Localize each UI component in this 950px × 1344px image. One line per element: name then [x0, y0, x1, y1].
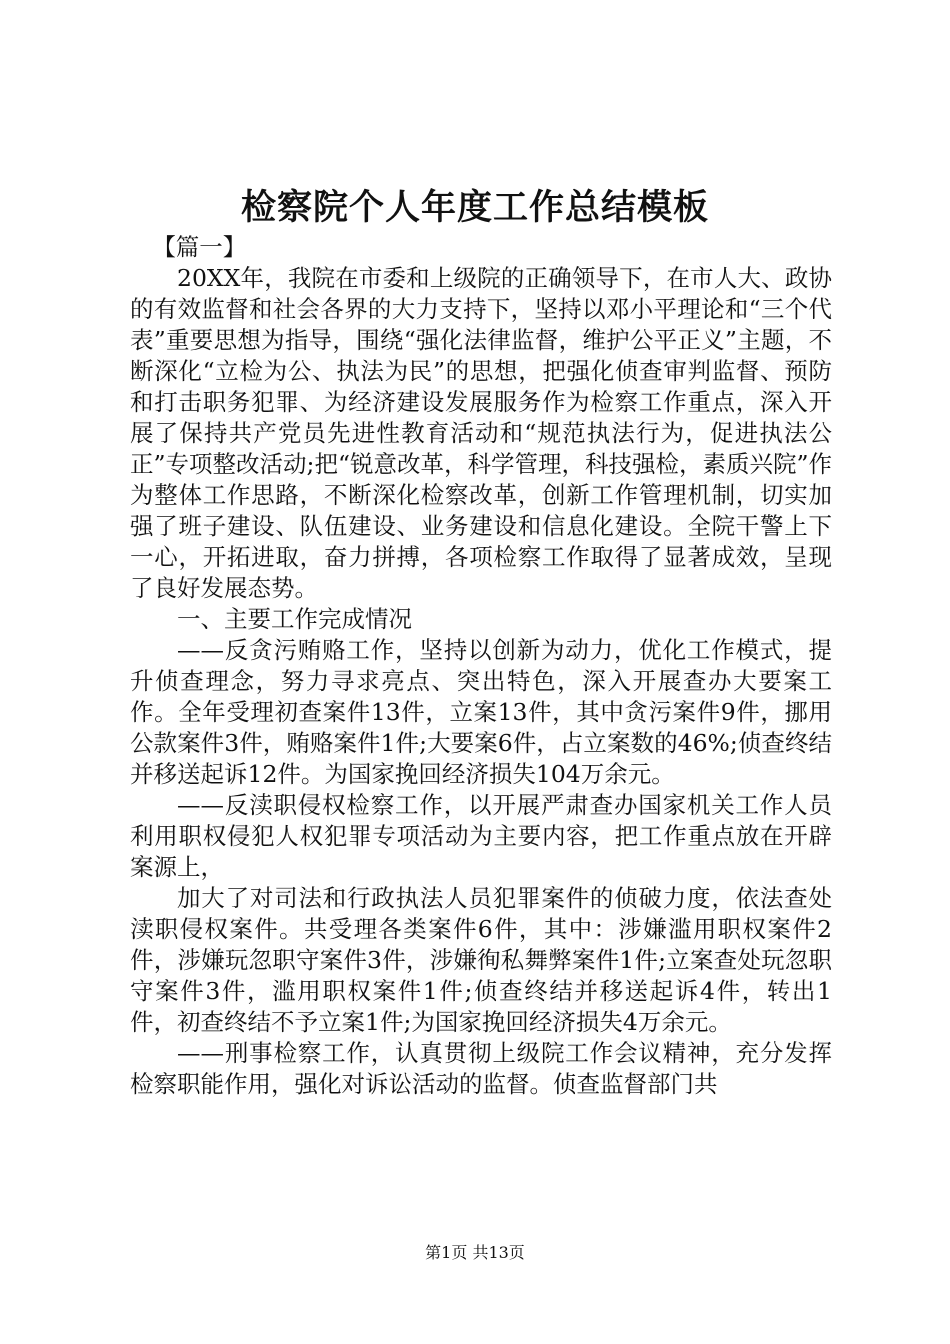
document-title: 检察院个人年度工作总结模板 [240, 187, 709, 228]
paragraph-criminal-prosecution: ——刑事检察工作，认真贯彻上级院工作会议精神，充分发挥检察职能作用，强化对诉讼活动的监督。侦查监督部门共 [130, 1039, 832, 1098]
section-label: 【篇一】 [152, 233, 247, 261]
page-footer: 第1页 共13页 [425, 1243, 525, 1262]
paragraph-dereliction: ——反渎职侵权检察工作，以开展严肃查办国家机关工作人员利用职权侵犯人权犯罪专项活动为主要内容，把工作重点放在开辟案源上， [130, 791, 832, 881]
paragraph-anti-corruption: ——反贪污贿赂工作，坚持以创新为动力，优化工作模式，提升侦查理念，努力寻求亮点、突出特色，深入开展查办大要案工作。全年受理初查案件13件，立案13件，其中贪污案件9件，挪用公款案件3件，贿赂案件1件;大要案6件，占立案数的46%;侦查终结并移送起诉12件。为国家挽回经济损失104万余元。 [130, 636, 832, 788]
paragraph-dereliction-cont: 加大了对司法和行政执法人员犯罪案件的侦破力度，依法查处渎职侵权案件。共受理各类案件6件，其中：涉嫌滥用职权案件2件，涉嫌玩忽职守案件3件，涉嫌徇私舞弊案件1件;立案查处玩忽职守案件3件，滥用职权案件1件;侦查终结并移送起诉4件，转出1件，初查终结不予立案1件;为国家挽回经济损失4万余元。 [130, 884, 832, 1036]
document-body [130, 232, 832, 1100]
section-heading: 一、主要工作完成情况 [177, 605, 412, 633]
paragraph-intro: 20XX年，我院在市委和上级院的正确领导下，在市人大、政协的有效监督和社会各界的大力支持下，坚持以邓小平理论和“三个代表”重要思想为指导，围绕“强化法律监督，维护公平正义”主题，不断深化“立检为公、执法为民”的思想，把强化侦查审判监督、预防和打击职务犯罪、为经济建设发展服务作为检察工作重点，深入开展了保持共产党员先进性教育活动和“规范执法行为，促进执法公正”专项整改活动;把“锐意改革，科学管理，科技强检，素质兴院”作为整体工作思路，不断深化检察改革，创新工作管理机制，切实加强了班子建设、队伍建设、业务建设和信息化建设。全院干警上下一心，开拓进取，奋力拼搏，各项检察工作取得了显著成效，呈现了良好发展态势。 [130, 264, 832, 602]
